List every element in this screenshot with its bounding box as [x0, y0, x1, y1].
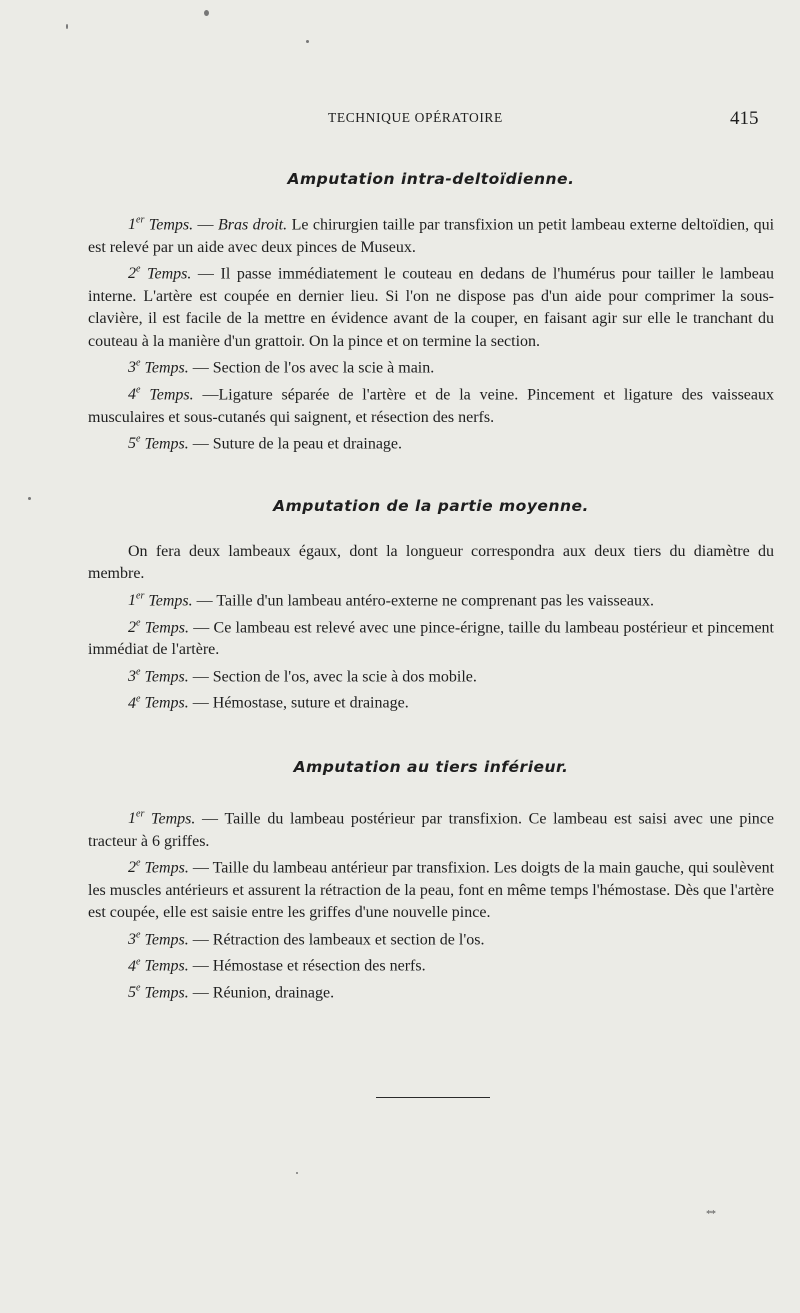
step-paragraph: 1er Temps. — Bras droit. Le chirurgien taille par transfixion un petit lambeau externe deltoïdien, qui est relevé par un aide avec deux pinces de Museux.	[88, 215, 775, 256]
step-emphasis: Bras droit.	[217, 216, 288, 234]
section-title: Amputation au tiers inférieur.	[293, 758, 569, 776]
step-paragraph: 1er Temps. — Taille du lambeau postérieur par transfixion. Ce lambeau est saisi avec une pince tracteur à 6 griffes.	[88, 809, 775, 850]
section-body	[88, 210, 774, 456]
section-tiers-inferieur	[88, 758, 774, 1005]
step-text: Section de l'os avec la scie à main.	[212, 359, 435, 377]
step-ordinal: 3e	[128, 929, 141, 949]
step-paragraph: 5e Temps. — Suture de la peau et drainage.	[128, 433, 403, 453]
step-text: Rétraction des lambeaux et section de l'os.	[212, 931, 485, 949]
section-body	[88, 541, 774, 715]
section-title: Amputation intra-deltoïdienne.	[287, 170, 575, 188]
step-text: Ligature séparée de l'artère et de la veine. Pincement et ligature des vaisseaux musculaires et sous-cutanés qui saignent, et résection des nerfs.	[88, 386, 775, 426]
step-paragraph: 2e Temps. — Ce lambeau est relevé avec une pince-érigne, taille du lambeau postérieur et pincement immédiat de l'artère.	[88, 617, 775, 659]
step-paragraph: 3e Temps. — Section de l'os, avec la scie à dos mobile.	[128, 666, 477, 686]
speck	[28, 497, 31, 500]
running-title: TECHNIQUE OPÉRATOIRE	[328, 110, 503, 125]
step-ordinal: 1er	[128, 590, 145, 610]
step-text: Hémostase, suture et drainage.	[212, 694, 409, 712]
step-text: Taille d'un lambeau antéro-externe ne comprenant pas les vaisseaux.	[216, 592, 654, 610]
step-label: Temps.	[151, 810, 196, 828]
step-ordinal: 2e	[128, 617, 141, 636]
step-ordinal: 4e	[128, 693, 141, 712]
step-paragraph: 5e Temps. — Réunion, drainage.	[128, 983, 335, 1002]
step-ordinal: 3e	[128, 666, 141, 686]
step-text: Ce lambeau est relevé avec une pince-érigne, taille du lambeau postérieur et pincement immédiat de l'artère.	[88, 618, 775, 659]
section-partie-moyenne	[88, 497, 774, 715]
step-label: Temps.	[149, 386, 194, 404]
step-label: Temps.	[144, 435, 189, 453]
step-text: Le chirurgien taille par transfixion un petit lambeau externe deltoïdien, qui est relevé par un aide avec deux pinces de Museux.	[88, 216, 775, 256]
step-paragraph: 2e Temps. — Taille du lambeau antérieur par transfixion. Les doigts de la main gauche, qui soulèvent les muscles antérieurs et assurent la rétraction de la peau, font en même temps l'hémostase. Dès que l'artère est coupée, elle est saisie entre les griffes d'une nouvelle pince.	[88, 858, 775, 922]
step-paragraph: 4e Temps. — Hémostase, suture et drainage.	[128, 693, 409, 712]
step-text: Taille du lambeau antérieur par transfixion. Les doigts de la main gauche, qui soulèvent les muscles antérieurs et assurent la rétraction de la peau, font en même temps l'hémostase. Dès que l'artère est coupée, elle est saisie entre les griffes d'une nouvelle pince.	[88, 859, 775, 922]
step-ordinal: 1er	[128, 215, 145, 234]
step-paragraph: 3e Temps. — Rétraction des lambeaux et section de l'os.	[128, 929, 485, 949]
section-title: Amputation de la partie moyenne.	[273, 497, 589, 515]
step-ordinal: 4e	[128, 384, 141, 404]
step-ordinal: 1er	[128, 809, 145, 828]
step-label: Temps.	[144, 931, 189, 949]
step-label: Temps.	[144, 359, 189, 377]
speck	[306, 40, 309, 43]
section-intra-deltoidienne	[88, 170, 774, 456]
step-text: Il passe immédiatement le couteau en dedans de l'humérus pour tailler le lambeau interne. L'artère est coupée en dernier lieu. Si l'on ne dispose pas d'un aide pour comprimer la sous-clavière, il est facile de la mettre en évidence avant de la couper, en faisant agir sur elle le tranchant du couteau à la manière d'un grattoir. On la pince et on termine la section.	[88, 265, 775, 350]
step-ordinal: 2e	[128, 858, 141, 877]
speck	[66, 24, 68, 29]
step-label: Temps.	[144, 957, 189, 975]
step-label: Temps.	[144, 859, 189, 877]
step-text: Section de l'os, avec la scie à dos mobile.	[212, 668, 477, 686]
step-ordinal: 5e	[128, 983, 141, 1002]
step-paragraph: 1er Temps. — Taille d'un lambeau antéro-externe ne comprenant pas les vaisseaux.	[128, 590, 654, 610]
step-text: Suture de la peau et drainage.	[212, 435, 403, 453]
section-body	[88, 804, 774, 1005]
step-ordinal: 2e	[128, 264, 141, 283]
running-header	[0, 108, 800, 132]
step-label: Temps.	[148, 216, 194, 234]
page-number: 415	[730, 108, 759, 129]
step-ordinal: 3e	[128, 358, 141, 377]
step-label: Temps.	[144, 618, 190, 636]
speck	[296, 1172, 298, 1174]
printer-mark: **	[706, 1208, 715, 1220]
step-ordinal: 5e	[128, 433, 141, 453]
step-paragraph: 4e Temps. —Ligature séparée de l'artère et de la veine. Pincement et ligature des vaisseaux musculaires et sous-cutanés qui saignent, et résection des nerfs.	[88, 384, 775, 426]
step-label: Temps.	[147, 265, 192, 283]
step-label: Temps.	[144, 668, 189, 686]
step-label: Temps.	[148, 592, 193, 610]
speck	[204, 10, 209, 16]
step-label: Temps.	[144, 694, 189, 712]
step-paragraph: 3e Temps. — Section de l'os avec la scie à main.	[128, 358, 435, 377]
step-text: Taille du lambeau postérieur par transfixion. Ce lambeau est saisi avec une pince tracteur à 6 griffes.	[88, 810, 775, 850]
step-label: Temps.	[144, 984, 189, 1002]
step-text: Hémostase et résection des nerfs.	[212, 957, 426, 975]
end-rule	[376, 1097, 490, 1098]
step-text: Réunion, drainage.	[212, 984, 335, 1002]
intro-paragraph: On fera deux lambeaux égaux, dont la longueur correspondra aux deux tiers du diamètre du membre.	[88, 543, 774, 583]
step-paragraph: 2e Temps. — Il passe immédiatement le couteau en dedans de l'humérus pour tailler le lambeau interne. L'artère est coupée en dernier lieu. Si l'on ne dispose pas d'un aide pour comprimer la sous-clavière, il est facile de la mettre en évidence avant de la couper, en faisant agir sur elle le tranchant du couteau à la manière d'un grattoir. On la pince et on termine la section.	[88, 264, 775, 350]
step-paragraph: 4e Temps. — Hémostase et résection des nerfs.	[128, 956, 426, 975]
step-ordinal: 4e	[128, 956, 141, 975]
